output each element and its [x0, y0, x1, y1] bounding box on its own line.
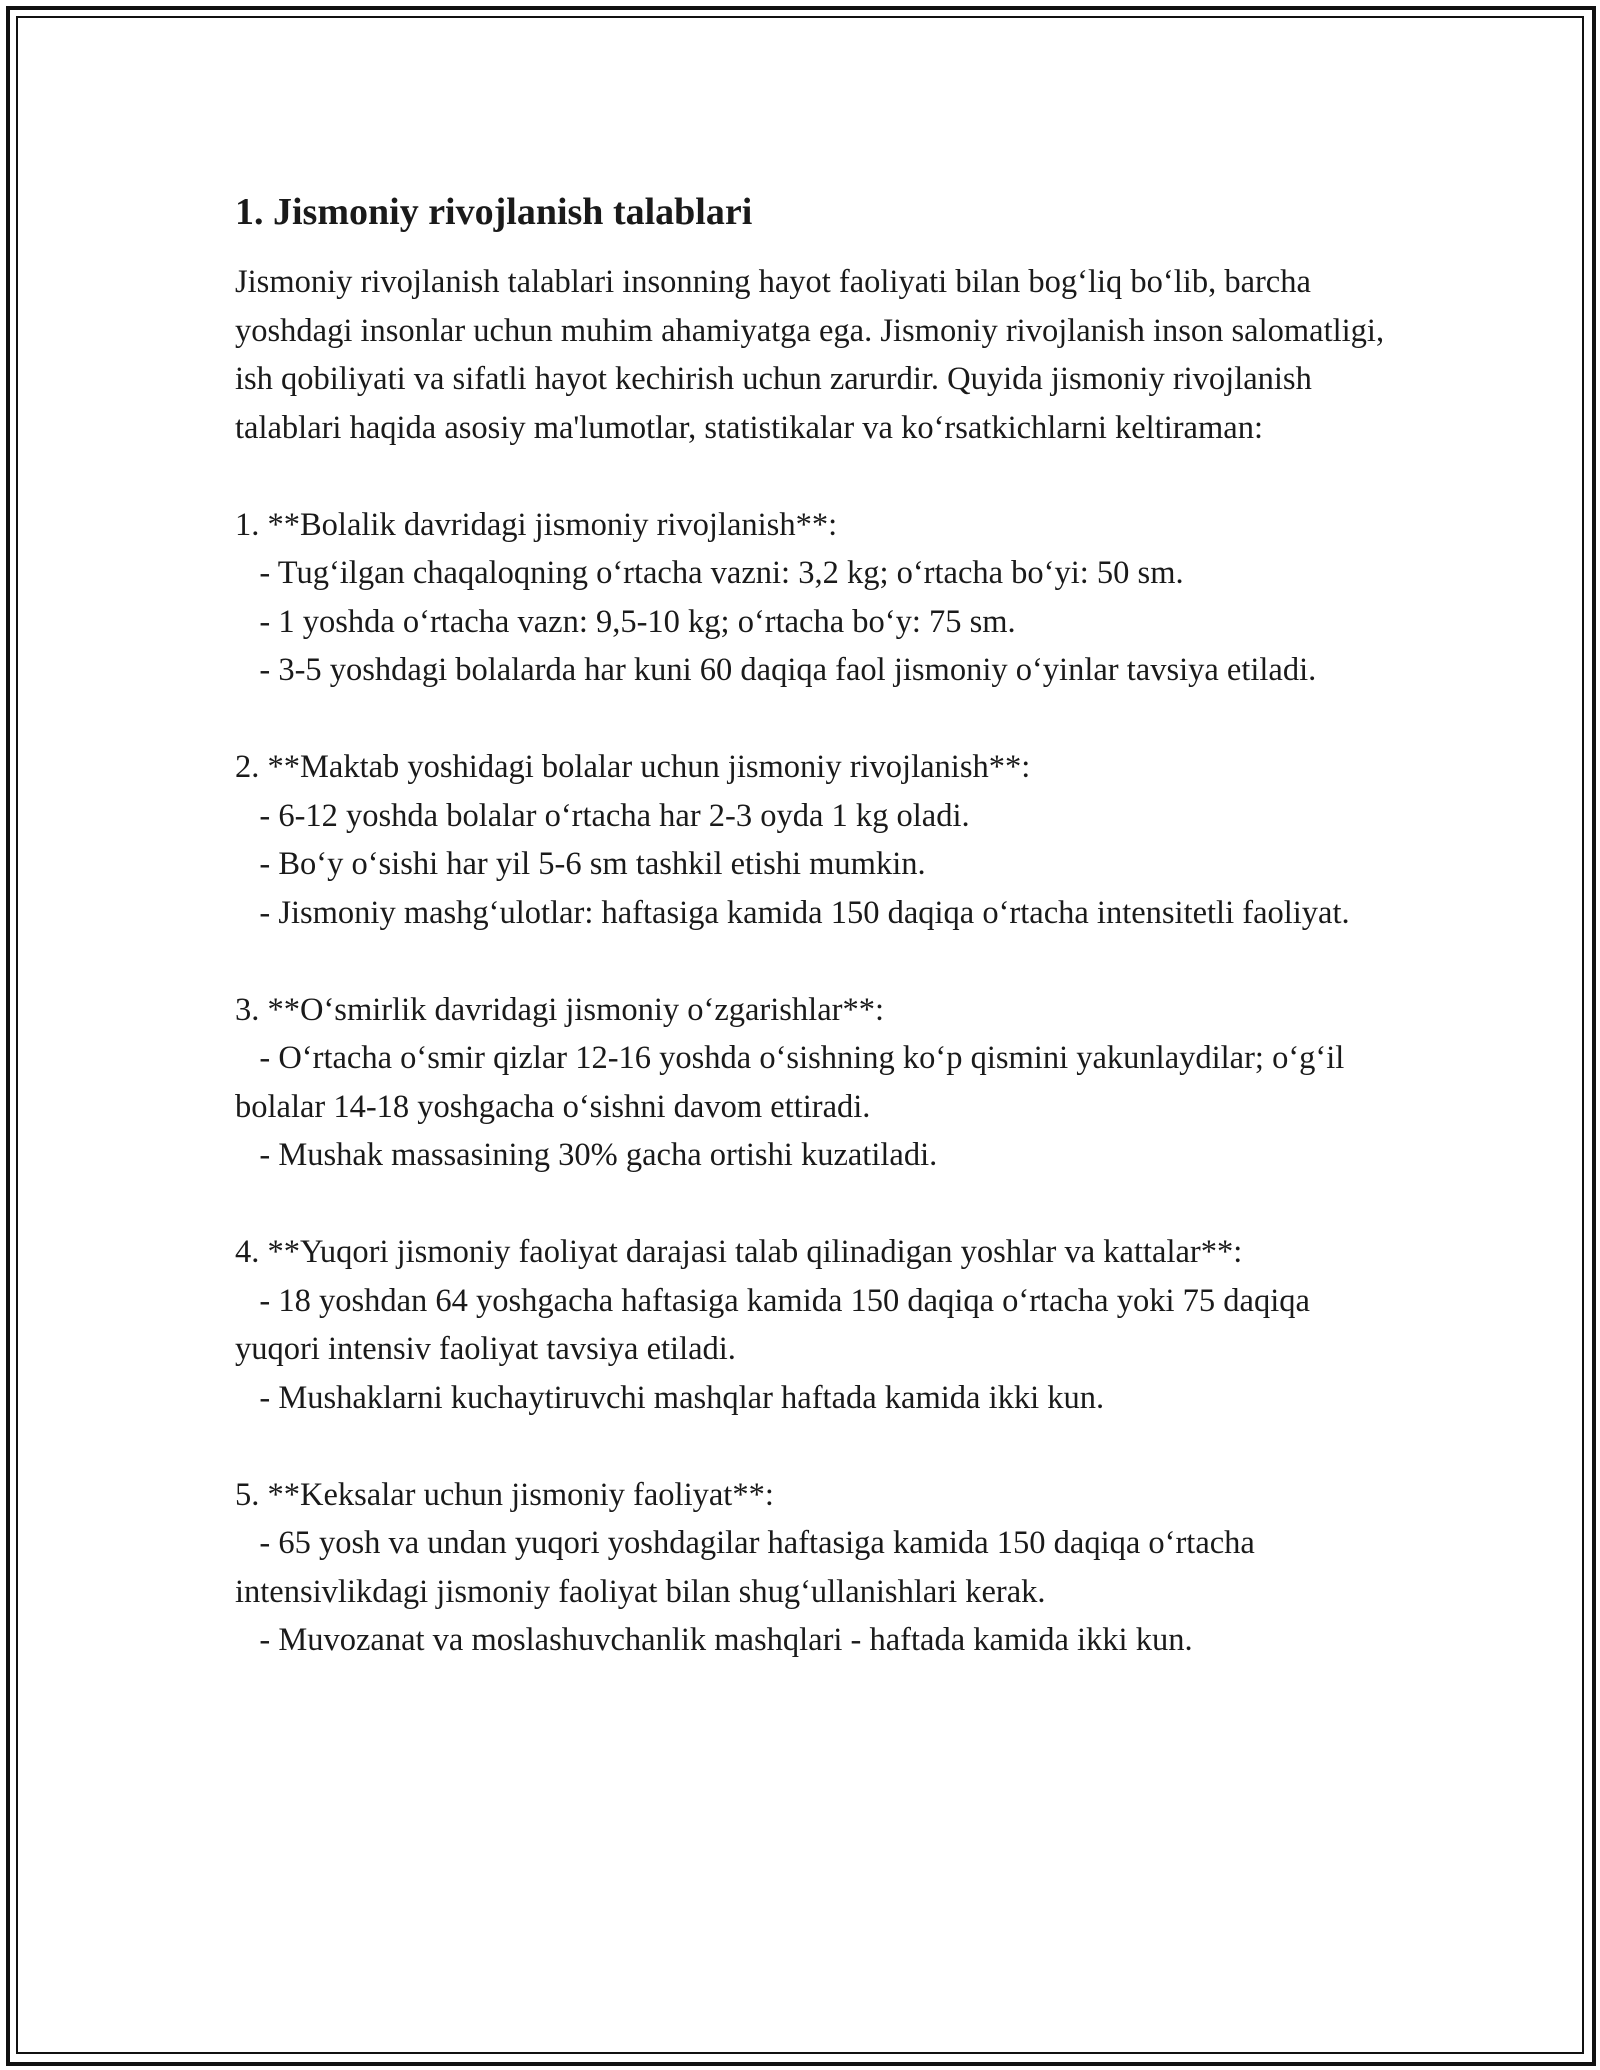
section-4 [235, 1228, 1395, 1422]
section-title: 2. **Maktab yoshidagi bolalar uchun jismoniy rivojlanish**: [235, 749, 1031, 785]
list-item: - Jismoniy mashg‘ulotlar: haftasiga kamida 150 daqiqa o‘rtacha intensitetli faoliyat. [259, 894, 1350, 931]
document-heading: 1. Jismoniy rivojlanish talablari [235, 191, 753, 233]
list-item: - 18 yoshdan 64 yoshgacha haftasiga kamida 150 daqiqa o‘rtacha yoki 75 daqiqa yuqori intensiv faoliyat tavsiya etiladi. [235, 1282, 1310, 1367]
section-title: 4. **Yuqori jismoniy faoliyat darajasi talab qilinadigan yoshlar va kattalar**: [235, 1234, 1243, 1270]
section-title: 5. **Keksalar uchun jismoniy faoliyat**: [235, 1476, 774, 1513]
list-item: - Mushaklarni kuchaytiruvchi mashqlar haftada kamida ikki kun. [259, 1379, 1105, 1416]
section-title: 1. **Bolalik davridagi jismoniy rivojlanish**: [235, 506, 838, 543]
section-3 [235, 986, 1395, 1180]
list-item: - 65 yosh va undan yuqori yoshdagilar haftasiga kamida 150 daqiqa o‘rtacha intensivlikdagi jismoniy faoliyat bilan shug‘ullanishlari kerak. [235, 1525, 1255, 1610]
list-item: - Bo‘y o‘sishi har yil 5-6 sm tashkil etishi mumkin. [259, 846, 926, 882]
section-2 [235, 743, 1395, 937]
list-item: - O‘rtacha o‘smir qizlar 12-16 yoshda o‘sishning ko‘p qismini yakunlaydilar; o‘g‘il bolalar 14-18 yoshgacha o‘sishni davom ettiradi. [235, 1040, 1345, 1125]
list-item: - 1 yoshda o‘rtacha vazn: 9,5-10 kg; o‘rtacha bo‘y: 75 sm. [259, 603, 1016, 640]
document-body [235, 188, 1395, 1713]
section-1 [235, 501, 1395, 695]
section-5 [235, 1471, 1395, 1665]
list-item: - 6-12 yoshda bolalar o‘rtacha har 2-3 oyda 1 kg oladi. [259, 797, 970, 834]
intro-paragraph: Jismoniy rivojlanish talablari insonning hayot faoliyati bilan bog‘liq bo‘lib, barcha yoshdagi insonlar uchun muhim ahamiyatga ega. Jismoniy rivojlanish inson salomatligi, ish qobiliyati va sifatli hayot kechirish uchun zarurdir. Quyida jismoniy rivojlanish talablari haqida asosiy ma'lumotlar, statistikalar va ko‘rsatkichlarni keltiraman: [235, 264, 1385, 446]
list-item: - Mushak massasining 30% gacha ortishi kuzatiladi. [259, 1137, 938, 1173]
section-title: 3. **O‘smirlik davridagi jismoniy o‘zgarishlar**: [235, 991, 884, 1028]
list-item: - 3-5 yoshdagi bolalarda har kuni 60 daqiqa faol jismoniy o‘yinlar tavsiya etiladi. [259, 652, 1317, 688]
list-item: - Muvozanat va moslashuvchanlik mashqlari - haftada kamida ikki kun. [259, 1622, 1193, 1658]
list-item: - Tug‘ilgan chaqaloqning o‘rtacha vazni: 3,2 kg; o‘rtacha bo‘yi: 50 sm. [259, 555, 1184, 591]
